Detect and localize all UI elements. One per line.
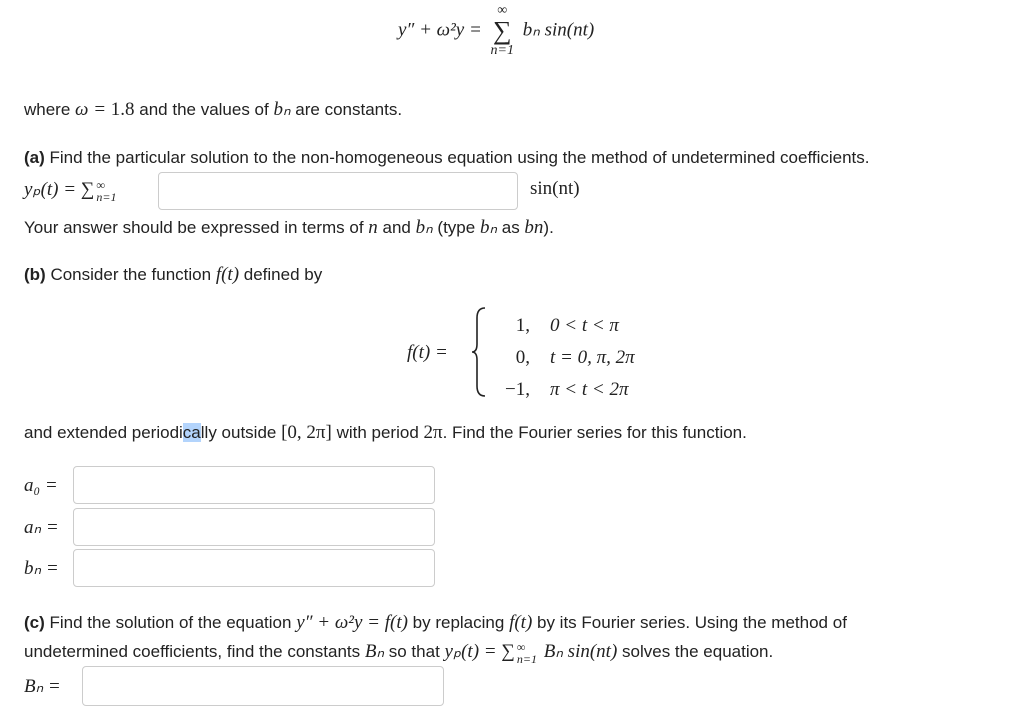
a0-input[interactable]	[73, 466, 435, 504]
bn-input[interactable]	[73, 549, 435, 587]
equation-lhs: y″ + ω²y =	[398, 19, 482, 41]
part-c-line2: undetermined coefficients, find the constants Bₙ so that yₚ(t) = ∑ ∞ n=1 Bₙ sin(nt) solves the equation.	[24, 639, 774, 666]
sum-upper: ∞	[497, 3, 508, 18]
an-input[interactable]	[73, 508, 435, 546]
sum-symbol	[491, 4, 514, 58]
part-b-question: (b) Consider the function f(t) defined by	[24, 264, 323, 285]
part-a-hint: Your answer should be expressed in terms of n and bₙ (type bₙ as bn).	[24, 217, 554, 238]
piecewise-lhs: f(t) =	[407, 342, 448, 363]
sum-lower: n=1	[516, 651, 537, 666]
sum-lower: n=1	[490, 43, 514, 58]
periodic-extension-text: and extended periodically outside [0, 2π] with period 2π. Find the Fourier series for this function.	[24, 422, 747, 443]
Bn-label: Bₙ =	[24, 676, 61, 697]
equation-rhs: bₙ sin(nt)	[522, 19, 595, 41]
sum-upper: ∞	[96, 177, 105, 192]
bn-label: bₙ =	[24, 558, 59, 579]
an-label: aₙ =	[24, 517, 59, 538]
yp-label: yₚ(t) = ∑ ∞ n=1	[24, 177, 117, 204]
text-selection: ca	[182, 423, 201, 442]
sigma: ∑	[493, 16, 512, 45]
main-equation	[398, 4, 594, 58]
part-c-question: (c) Find the solution of the equation y″ + ω²y = f(t) by replacing f(t) by its Fourier series. Using the method of	[24, 612, 847, 633]
sum-lower: n=1	[96, 189, 117, 204]
a0-label: a₀ =	[24, 475, 58, 496]
piecewise-cases: 1, 0 < t < π 0, t = 0, π, 2π −1, π < t < 2π	[505, 315, 635, 400]
sin-nt-label: sin(nt)	[530, 178, 580, 199]
part-a-question: (a) Find the particular solution to the non-homogeneous equation using the method of undetermined coefficients.	[24, 148, 870, 167]
sum-upper: ∞	[516, 639, 526, 654]
piecewise-brace	[470, 306, 488, 398]
where-line: where ω = 1.8 and the values of bₙ are constants.	[24, 99, 403, 120]
Bn-input[interactable]	[82, 666, 444, 706]
part-a-answer-input[interactable]	[158, 172, 518, 210]
